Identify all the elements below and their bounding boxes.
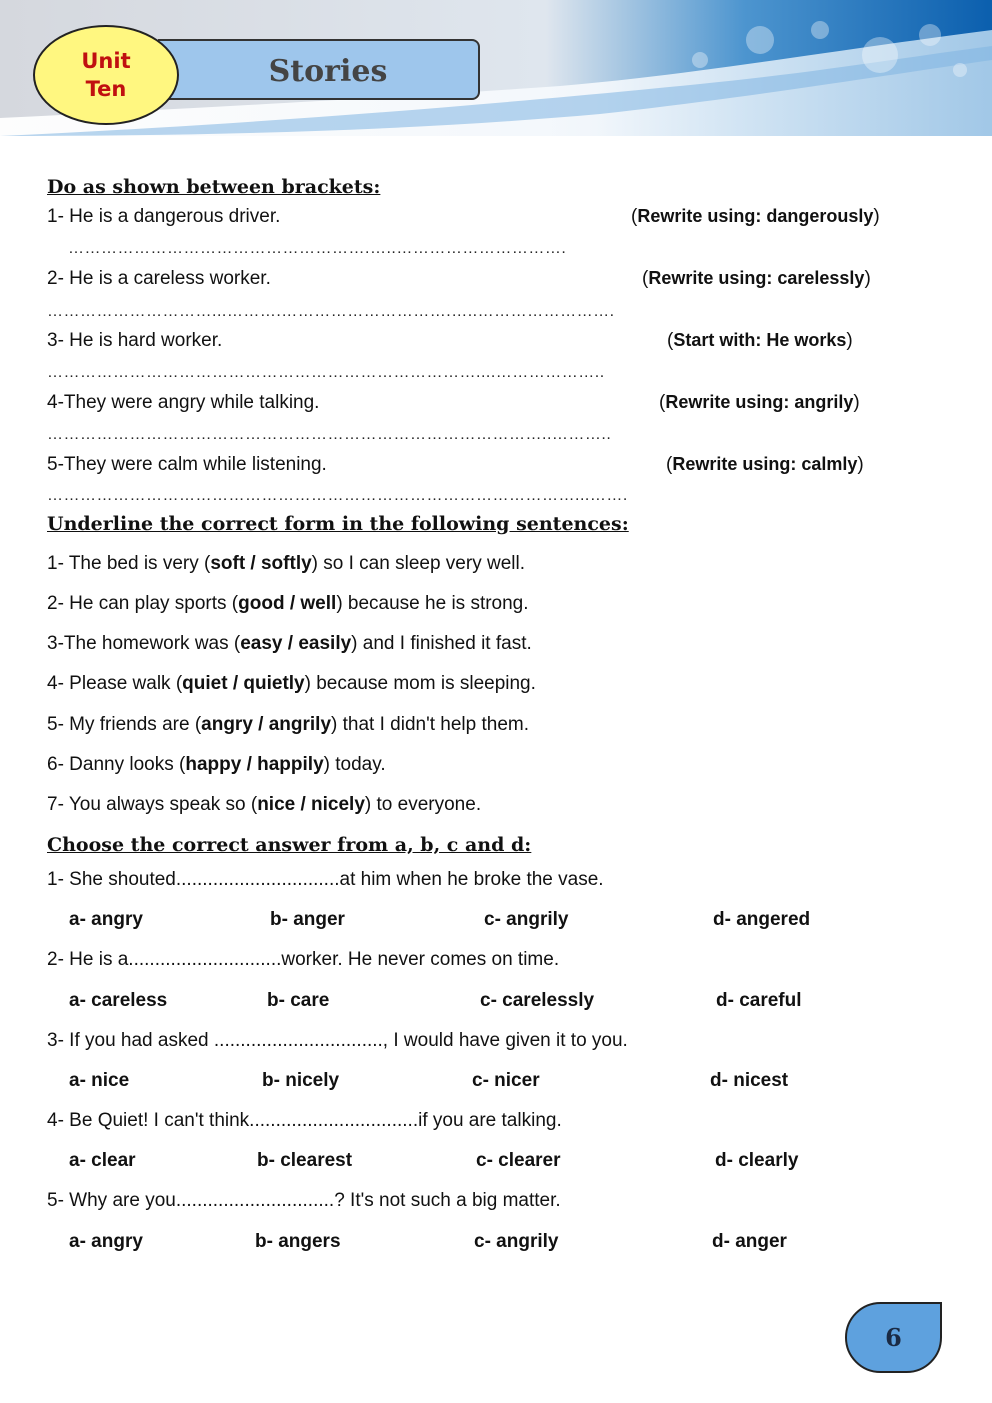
mcq-question-2: 2- He is a.............................worker. He never comes on time. — [47, 949, 560, 970]
answer-line-4[interactable]: ………………………………………………………………………………..……….. — [47, 426, 612, 443]
mcq-option-a[interactable]: a- nice — [69, 1070, 130, 1091]
unit-label: Unit — [81, 49, 131, 73]
rewrite-instruction-5: (Rewrite using: calmly) — [666, 454, 864, 475]
answer-line-2[interactable]: …………………………...……….………………………….…..……………………. — [47, 303, 615, 320]
rewrite-item-1: 1- He is a dangerous driver. — [47, 206, 281, 227]
mcq-option-c[interactable]: c- carelessly — [480, 990, 595, 1011]
mcq-option-c[interactable]: c- nicer — [472, 1070, 540, 1091]
rewrite-item-4: 4-They were angry while talking. — [47, 392, 320, 413]
section-heading-choose: Choose the correct answer from a, b, c and d: — [47, 834, 532, 856]
mcq-option-c[interactable]: c- angrily — [484, 909, 569, 930]
mcq-option-d[interactable]: d- nicest — [710, 1070, 789, 1091]
rewrite-instruction-2: (Rewrite using: carelessly) — [642, 268, 871, 289]
mcq-option-d[interactable]: d- angered — [713, 909, 811, 930]
underline-item-4: 4- Please walk (quiet / quietly) because mom is sleeping. — [47, 673, 536, 694]
word-choice[interactable]: angry / angrily — [201, 714, 332, 735]
mcq-option-d[interactable]: d- clearly — [715, 1150, 799, 1171]
underline-item-5: 5- My friends are (angry / angrily) that I didn't help them. — [47, 714, 529, 735]
unit-badge — [33, 25, 179, 125]
mcq-option-d[interactable]: d- anger — [712, 1231, 787, 1252]
mcq-question-3: 3- If you had asked ................................, I would have given it to you. — [47, 1030, 628, 1051]
section-heading-underline: Underline the correct form in the following sentences: — [47, 513, 629, 535]
underline-item-6: 6- Danny looks (happy / happily) today. — [47, 754, 386, 775]
unit-title: Stories — [268, 54, 388, 89]
underline-item-7: 7- You always speak so (nice / nicely) to everyone. — [47, 794, 482, 815]
underline-item-3: 3-The homework was (easy / easily) and I finished it fast. — [47, 633, 532, 654]
word-choice[interactable]: soft / softly — [210, 553, 312, 574]
mcq-option-d[interactable]: d- careful — [716, 990, 802, 1011]
mcq-option-a[interactable]: a- clear — [69, 1150, 136, 1171]
underline-item-2: 2- He can play sports (good / well) because he is strong. — [47, 593, 529, 614]
word-choice[interactable]: nice / nicely — [257, 794, 365, 815]
page-number-text: 6 — [885, 1323, 902, 1352]
mcq-option-c[interactable]: c- angrily — [474, 1231, 559, 1252]
answer-line-5[interactable]: ……………………………………………………………………………………...……. — [47, 487, 628, 504]
unit-number: Ten — [85, 77, 127, 101]
underline-item-1: 1- The bed is very (soft / softly) so I can sleep very well. — [47, 553, 525, 574]
rewrite-item-2: 2- He is a careless worker. — [47, 268, 271, 289]
mcq-option-a[interactable]: a- angry — [69, 909, 143, 930]
unit-title-box — [158, 39, 480, 100]
rewrite-instruction-3: (Start with: He works) — [667, 330, 853, 351]
mcq-option-b[interactable]: b- angers — [255, 1231, 341, 1252]
mcq-option-b[interactable]: b- nicely — [262, 1070, 340, 1091]
word-choice[interactable]: quiet / quietly — [182, 673, 305, 694]
rewrite-item-3: 3- He is hard worker. — [47, 330, 223, 351]
section-heading-rewrite: Do as shown between brackets: — [47, 176, 381, 198]
page-number — [845, 1302, 942, 1373]
rewrite-item-5: 5-They were calm while listening. — [47, 454, 327, 475]
mcq-option-a[interactable]: a- careless — [69, 990, 168, 1011]
mcq-question-5: 5- Why are you..............................? It's not such a big matter. — [47, 1190, 561, 1211]
mcq-question-4: 4- Be Quiet! I can't think................................if you are talking. — [47, 1110, 562, 1131]
mcq-option-b[interactable]: b- care — [267, 990, 330, 1011]
answer-line-3[interactable]: ……………………………………………………………………....……………….. — [47, 364, 605, 381]
mcq-option-c[interactable]: c- clearer — [476, 1150, 561, 1171]
mcq-question-1: 1- She shouted...............................at him when he broke the vase. — [47, 869, 604, 890]
word-choice[interactable]: good / well — [238, 593, 337, 614]
rewrite-instruction-4: (Rewrite using: angrily) — [659, 392, 860, 413]
word-choice[interactable]: easy / easily — [240, 633, 352, 654]
rewrite-instruction-1: (Rewrite using: dangerously) — [631, 206, 880, 227]
answer-line-1[interactable]: ……………………………………………….…..…………………………. — [68, 240, 567, 257]
mcq-option-b[interactable]: b- clearest — [257, 1150, 353, 1171]
word-choice[interactable]: happy / happily — [185, 754, 324, 775]
mcq-option-b[interactable]: b- anger — [270, 909, 345, 930]
mcq-option-a[interactable]: a- angry — [69, 1231, 143, 1252]
